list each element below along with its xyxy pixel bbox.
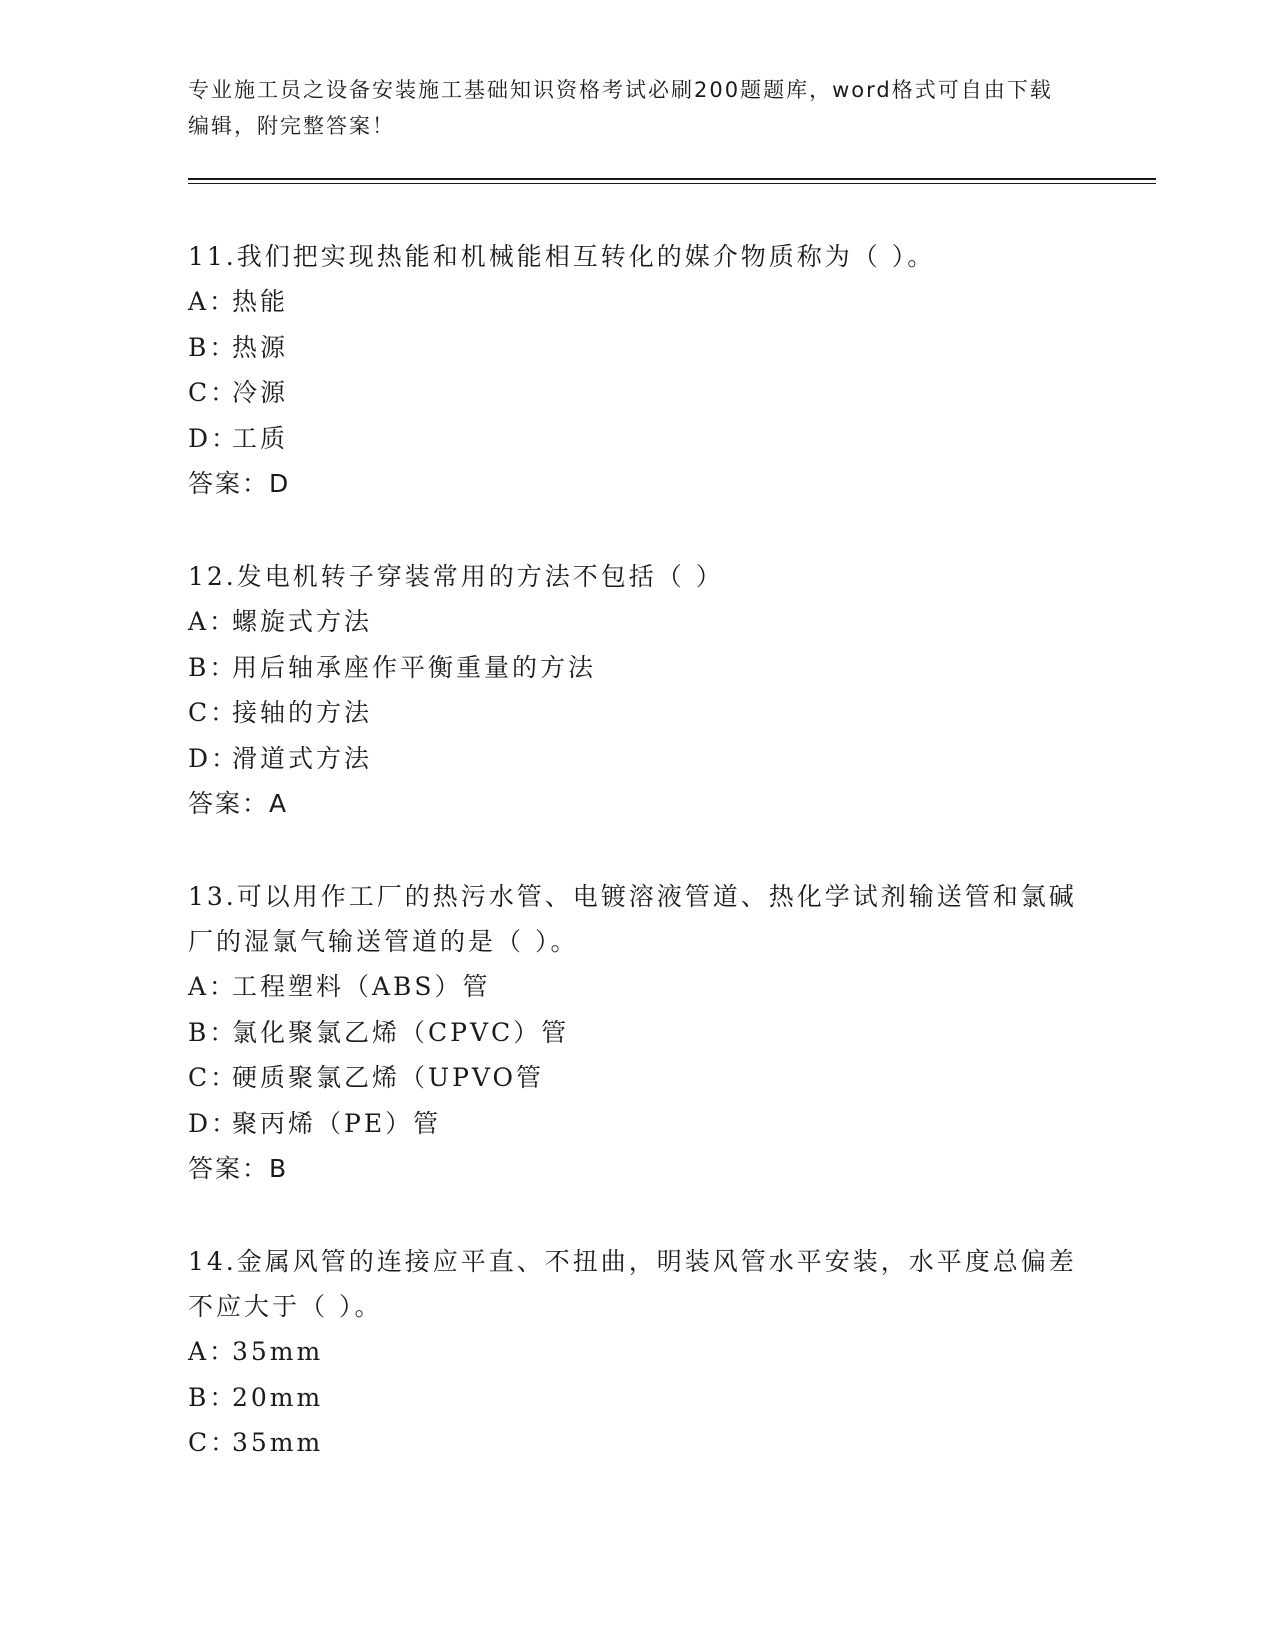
document-header: 专业施工员之设备安装施工基础知识资格考试必刷200题题库，word格式可自由下载编辑，附完整答案！ <box>188 78 1053 138</box>
option-a <box>188 1329 1088 1375</box>
option-letter: D： <box>188 743 240 773</box>
option-a <box>188 599 1088 645</box>
option-d <box>188 1101 1088 1147</box>
option-letter: B： <box>188 332 238 362</box>
option-letter: C： <box>188 378 239 407</box>
option-c <box>188 1055 1088 1101</box>
option-text: 热源 <box>232 332 289 362</box>
question-item <box>188 874 1088 1191</box>
option-c <box>188 1420 1088 1466</box>
question-item <box>188 234 1088 506</box>
option-d <box>188 736 1088 782</box>
option-letter: A： <box>188 1337 238 1366</box>
option-c <box>188 370 1088 416</box>
question-stem: 13.可以用作工厂的热污水管、电镀溶液管道、热化学试剂输送管和氯碱厂的湿氯气输送管道的是（ ）。 <box>188 882 1077 956</box>
question-item <box>188 554 1088 826</box>
answer-line: 答案：A <box>188 789 289 818</box>
option-text: 氯化聚氯乙烯（CPVC）管 <box>232 1017 570 1047</box>
option-text: 聚丙烯（PE）管 <box>232 1108 442 1138</box>
option-letter: A： <box>188 287 238 316</box>
option-letter: B： <box>188 652 238 682</box>
option-text: 螺旋式方法 <box>232 607 373 636</box>
question-stem: 12.发电机转子穿装常用的方法不包括（ ） <box>188 562 724 591</box>
answer-line: 答案：B <box>188 1154 289 1183</box>
answer-line: 答案：D <box>188 469 291 498</box>
option-letter: B： <box>188 1017 238 1047</box>
option-b <box>188 325 1088 371</box>
option-letter: D： <box>188 1108 240 1138</box>
question-item <box>188 1239 1088 1466</box>
option-a <box>188 279 1088 325</box>
option-b <box>188 1010 1088 1056</box>
option-a <box>188 964 1088 1010</box>
option-b <box>188 1375 1088 1421</box>
question-stem: 14.金属风管的连接应平直、不扭曲，明装风管水平安装，水平度总偏差不应大于（ ）。 <box>188 1247 1077 1321</box>
option-text: 热能 <box>232 287 289 316</box>
header-divider-thick <box>188 178 1156 180</box>
option-d <box>188 416 1088 462</box>
question-list <box>188 234 1088 1514</box>
option-letter: C： <box>188 1428 239 1457</box>
option-text: 接轴的方法 <box>232 698 373 727</box>
option-text: 20mm <box>232 1382 324 1412</box>
option-letter: A： <box>188 972 238 1001</box>
option-text: 滑道式方法 <box>232 743 373 773</box>
option-letter: C： <box>188 1063 239 1092</box>
option-c <box>188 690 1088 736</box>
header-divider-thin <box>188 183 1156 184</box>
option-text: 用后轴承座作平衡重量的方法 <box>232 652 597 682</box>
option-letter: B： <box>188 1382 238 1412</box>
option-text: 工质 <box>232 423 289 453</box>
option-text: 35mm <box>232 1428 324 1457</box>
option-text: 硬质聚氯乙烯（UPVO管 <box>232 1063 545 1092</box>
option-b <box>188 645 1088 691</box>
option-text: 工程塑料（ABS）管 <box>232 972 491 1001</box>
option-text: 冷源 <box>232 378 289 407</box>
option-letter: C： <box>188 698 239 727</box>
option-text: 35mm <box>232 1337 324 1366</box>
option-letter: D： <box>188 423 240 453</box>
question-stem: 11.我们把实现热能和机械能相互转化的媒介物质称为（ ）。 <box>188 242 936 271</box>
option-letter: A： <box>188 607 238 636</box>
